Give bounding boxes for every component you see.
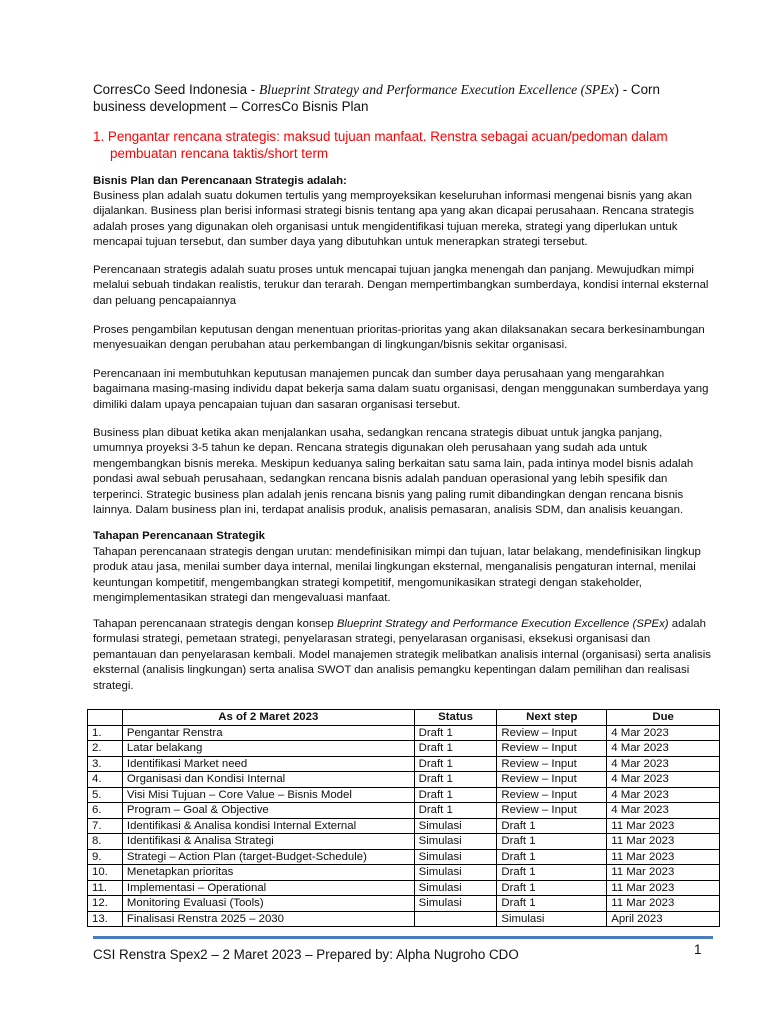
table-row [88,725,720,741]
table-cell: Simulasi [414,880,497,896]
section-heading-line1: 1. Pengantar rencana strategis: maksud tujuan manfaat. Renstra sebagai acuan/pedoman dalam [93,129,668,144]
table-cell: 1. [88,725,123,741]
table-cell: Draft 1 [497,834,607,850]
table-cell: Identifikasi & Analisa Strategi [122,834,414,850]
table-cell: Draft 1 [497,896,607,912]
table-cell: 8. [88,834,123,850]
table-cell: Organisasi dan Kondisi Internal [122,772,414,788]
table-cell: 4 Mar 2023 [607,803,720,819]
title-italic: Blueprint Strategy and Performance Execution Excellence (SPEx [258,82,615,97]
table-cell: Draft 1 [497,849,607,865]
table-cell: Program – Goal & Objective [122,803,414,819]
title-prefix: CorresCo Seed Indonesia - [93,82,259,97]
paragraph-spex [93,617,715,694]
table-cell: 5. [88,787,123,803]
table-cell: Draft 1 [497,818,607,834]
table-cell: 6. [88,803,123,819]
paragraph: Perencanaan strategis adalah suatu proses untuk mencapai tujuan jangka menengah dan panjang. Mewujudkan mimpi melalui sebuah tindakan realistis, terukur dan terarah. Dengan mempertimbangkan sumberdaya, kondisi internal eksternal dan peluang pencapaiannya [93,264,709,307]
paragraph: Business plan adalah suatu dokumen tertulis yang memproyeksikan keseluruhan informasi mengenai bisnis yang akan dijalankan. Business plan berisi informasi strategi bisnis tentang apa yang akan dicapai perusahaan. Rencana strategis adalah proses yang digunakan oleh organisasi untuk mengidentifikasi tujuan mereka, strategi yang diperlukan untuk mencapai tujuan tersebut, dan sumber daya yang dibutuhkan untuk menerapkan strategi tersebut. [93,190,694,249]
table-cell: Menetapkan prioritas [122,865,414,881]
table-row [88,756,720,772]
table-cell: 2. [88,741,123,757]
footer-text: CSI Renstra Spex2 – 2 Maret 2023 – Prepared by: Alpha Nugroho CDO [93,947,519,962]
table-row [88,865,720,881]
table-cell: 11. [88,880,123,896]
table-row [88,911,720,927]
table-cell: Review – Input [497,756,607,772]
column-header: Due [607,710,720,726]
column-header: As of 2 Maret 2023 [122,710,414,726]
table-cell: Draft 1 [414,803,497,819]
table-cell: Draft 1 [414,772,497,788]
table-cell: 4 Mar 2023 [607,772,720,788]
table-cell: 11 Mar 2023 [607,865,720,881]
table-cell: Review – Input [497,741,607,757]
table-cell: Finalisasi Renstra 2025 – 2030 [122,911,414,927]
paragraph: Tahapan perencanaan strategis dengan urutan: mendefinisikan mimpi dan tujuan, latar belakang, mendefinisikan lingkup produk atau jasa, menilai sumber daya internal, menilai lingkungan eksternal, menganalisis pengaturan internal, menilai keuntungan kompetitif, mengembangkan strategi kompetitif, mengomunikasikan strategi dengan stakeholder, mengimplementasikan strategi dan mengevaluasi manfaat. [93,546,701,605]
table-row [88,896,720,912]
table-row [88,834,720,850]
table-row [88,818,720,834]
text: adalah formulasi strategi, pemetaan strategi, penyelarasan strategi, penyelarasan organisasi, eksekusi organisasi dan pemantauan dan penyelarasan kembali. Model manajemen strategik melibatkan analisis internal (organisasi) serta analisis eksternal (analisis lingkungan) serta analisa SWOT dan analisis pemangku kepentingan dalam pemilihan dan realisasi strategi. [93,618,711,692]
table-cell: 4 Mar 2023 [607,756,720,772]
paragraph: Business plan dibuat ketika akan menjalankan usaha, sedangkan rencana strategis dibuat untuk jangka panjang, umumnya proyeksi 3-5 tahun ke depan. Rencana strategis digunakan oleh perusahaan yang sudah ada untuk mengembangkan bisnis mereka. Meskipun keduanya saling berkaitan satu sama lain, pada intinya model bisnis adalah pondasi awal sebuah perusahaan, sedangkan rencana bisnis adalah panduan operasional yang lebih spesifik dan terperinci. Strategic business plan adalah jenis rencana bisnis yang paling rumit dibandingkan dengan rencana bisnis lainnya. Dalam business plan ini, terdapat analisis produk, analisis pemasaran, analisis SDM, dan analisis keuangan. [93,427,694,517]
table-cell: Simulasi [497,911,607,927]
table-cell: 4 Mar 2023 [607,725,720,741]
table-cell: Draft 1 [414,725,497,741]
table-row [88,849,720,865]
text-italic: Blueprint Strategy and Performance Execution Excellence (SPEx) [336,618,669,630]
table-cell: Draft 1 [414,787,497,803]
table-cell: 11 Mar 2023 [607,818,720,834]
subheading-tahapan [93,529,715,544]
document-title [93,81,693,115]
table-cell: Draft 1 [414,756,497,772]
table-cell: 3. [88,756,123,772]
table-cell: Review – Input [497,787,607,803]
section-heading-line2: pembuatan rencana taktis/short term [110,146,329,161]
table-cell: 13. [88,911,123,927]
title-suffix: ) - Corn business development – CorresCo Bisnis Plan [93,82,660,114]
table-cell: Review – Input [497,725,607,741]
table-cell: 4. [88,772,123,788]
table-cell: Review – Input [497,772,607,788]
table-cell: Simulasi [414,896,497,912]
subheading-text: Bisnis Plan dan Perencanaan Strategis adalah: [93,175,347,187]
table-cell: Monitoring Evaluasi (Tools) [122,896,414,912]
paragraph: Perencanaan ini membutuhkan keputusan manajemen puncak dan sumber daya perusahaan yang mengarahkan bagaimana masing-masing individu dapat bekerja sama dalam suatu organisasi, dengan menggunakan sumberdaya yang dimiliki dalam upaya pencapaian tujuan dan sasaran organisasi tersebut. [93,368,709,411]
table-cell: Draft 1 [414,741,497,757]
table-row [88,787,720,803]
footer-rule [93,936,713,939]
column-header [88,710,123,726]
table-cell: April 2023 [607,911,720,927]
table-cell: 11 Mar 2023 [607,849,720,865]
subheading-text: Tahapan Perencanaan Strategik [93,530,265,542]
table-cell: Simulasi [414,818,497,834]
table-cell: Draft 1 [497,865,607,881]
table-cell: 10. [88,865,123,881]
page-number: 1 [694,942,702,957]
table-row [88,803,720,819]
section-heading [93,128,693,162]
table-cell: Pengantar Renstra [122,725,414,741]
table-row [88,772,720,788]
table-cell: Draft 1 [497,880,607,896]
table-cell: Simulasi [414,849,497,865]
table-row [88,880,720,896]
table-cell: 7. [88,818,123,834]
table-cell: 9. [88,849,123,865]
table-cell: Simulasi [414,834,497,850]
table-cell: 11 Mar 2023 [607,896,720,912]
table-cell: Visi Misi Tujuan – Core Value – Bisnis Model [122,787,414,803]
table-cell: Identifikasi & Analisa kondisi Internal External [122,818,414,834]
column-header: Next step [497,710,607,726]
text: Tahapan perencanaan strategis dengan konsep [93,618,337,630]
table-cell: Review – Input [497,803,607,819]
subheading-bisnis-plan [93,174,715,189]
table-cell: Simulasi [414,865,497,881]
table-row [88,741,720,757]
table-cell: Latar belakang [122,741,414,757]
table-cell: 4 Mar 2023 [607,787,720,803]
table-cell [414,911,497,927]
table-cell: Implementasi – Operational [122,880,414,896]
table-cell: 11 Mar 2023 [607,834,720,850]
table-cell: 4 Mar 2023 [607,741,720,757]
schedule-table [87,709,720,927]
table-cell: 11 Mar 2023 [607,880,720,896]
table-header-row [88,710,720,726]
paragraph: Proses pengambilan keputusan dengan menentuan prioritas-prioritas yang akan dilaksanakan secara berkesinambungan menyesuaikan dengan perubahan atau perkembangan di lingkungan/bisnis sekitar organisasi. [93,324,705,352]
table-cell: Identifikasi Market need [122,756,414,772]
column-header: Status [414,710,497,726]
table-cell: 12. [88,896,123,912]
table-cell: Strategi – Action Plan (target-Budget-Schedule) [122,849,414,865]
